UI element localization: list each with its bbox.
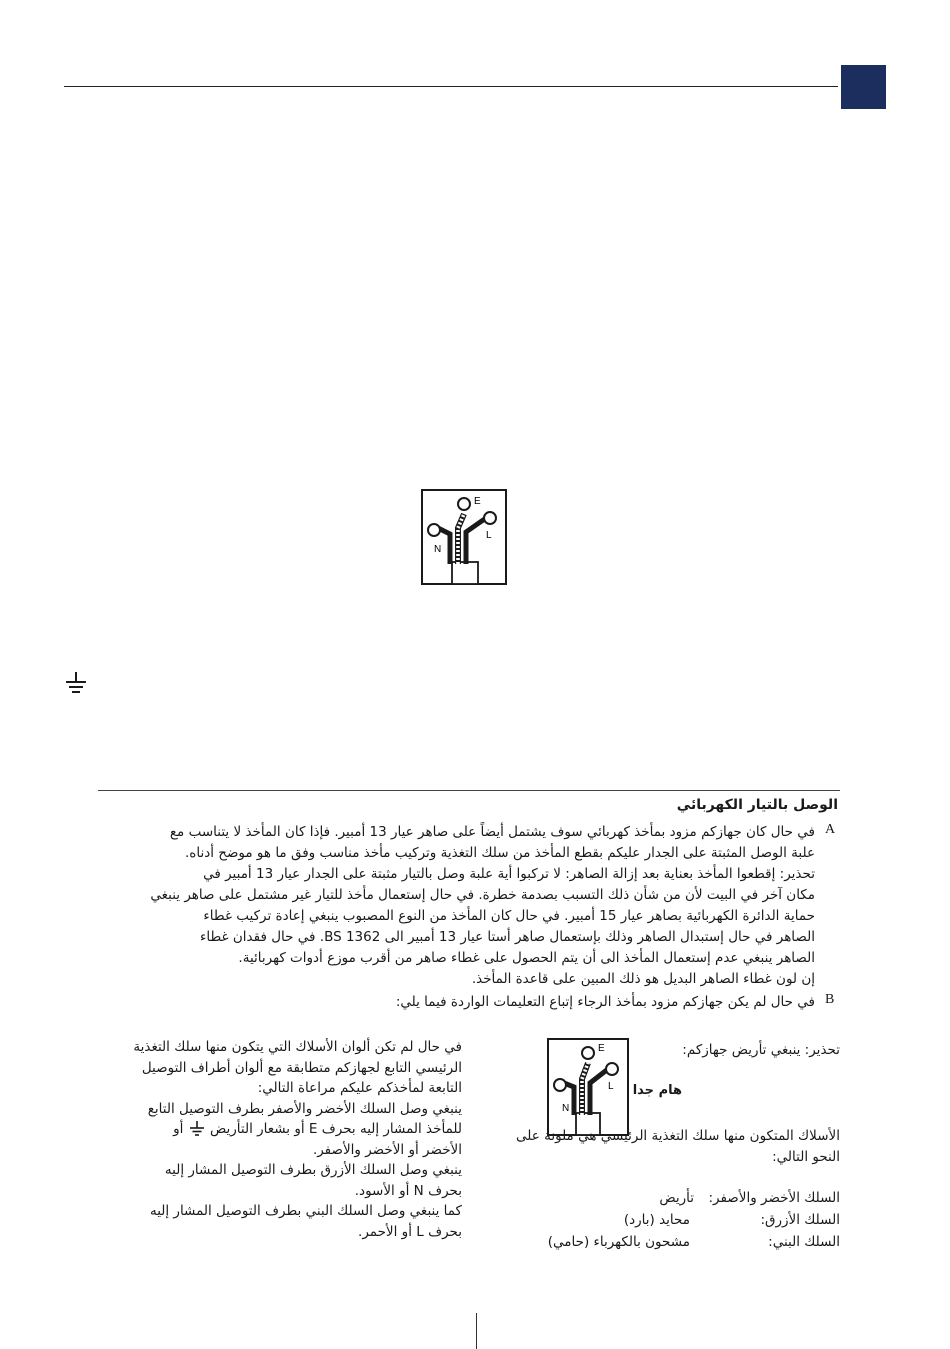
terminal-n-label: N (434, 544, 442, 555)
wire-role: تأريض (659, 1190, 694, 1206)
paragraph-line: الصاهر في حال إستبدال الصاهر وذلك بإستعمال صاهر أستا عيار 13 أمبير الى BS 1362. في حال فقدان غطاء (200, 929, 815, 945)
terminal-n-label: N (562, 1103, 570, 1114)
paragraph-line: في حال لم يكن جهازكم مزود بمأخذ الرجاء إتباع التعليمات الواردة فيما يلي: (395, 994, 815, 1010)
wire-name: السلك الأزرق: (760, 1212, 840, 1228)
paragraph-line: علبة الوصل المثبتة على الجدار عليكم بقطع المأخذ من سلك التغذية وتركيب مأخذ مناسب وفق ما هو موضح أدناه. (184, 845, 815, 861)
footer-divider (476, 1313, 477, 1349)
paragraph-line: تحذير: إقطعوا المأخذ بعناية بعد إزالة الصاهر: لا تركبوا أية علبة وصل بالتيار مثبتة على الجدار عيار 13 أمبير في (203, 866, 815, 882)
terminal-e-label: E (598, 1043, 605, 1054)
grounding-warning: تحذير: ينبغي تأريض جهازكم: (682, 1042, 840, 1058)
paragraph-line: إن لون غطاء الصاهر البديل هو ذلك المبين على قاعدة المأخذ. (471, 971, 815, 987)
wiring-instructions (90, 1037, 462, 1242)
earth-ground-icon (62, 670, 90, 696)
paragraph-line: حماية الدائرة الكهربائية بصاهر عيار 15 أمبير. في حال كان المأخذ من النوع المصبوب ينبغي إعادة تركيب غطاء (203, 908, 815, 924)
instruction-line: كما ينبغي وصل السلك البني بطرف التوصيل المشار إليه (149, 1203, 462, 1219)
wire-role: مشحون بالكهرباء (حامي) (547, 1234, 690, 1250)
wires-intro: الأسلاك المتكون منها سلك التغذية الرئيسي هي ملونة على (516, 1128, 840, 1144)
instruction-line: ينبغي وصل السلك الأخضر والأصفر بطرف التوصيل التابع (147, 1100, 462, 1117)
instruction-line: الأخضر أو الأخضر والأصفر. (312, 1141, 462, 1158)
terminal-l-label: L (486, 530, 492, 541)
page-tab-marker (841, 65, 886, 109)
paragraph-line: الصاهر ينبغي عدم إستعمال المأخذ الى أن يتم الحصول على غطاء صاهر من أقرب موزع أدوات كهربائية. (238, 950, 815, 966)
instruction-line: بحرف N أو الأسود. (354, 1182, 462, 1199)
instruction-line: بحرف L أو الأحمر. (358, 1223, 462, 1240)
instruction-text-or: أو (173, 1121, 184, 1137)
instruction-line: التابعة لمأخذكم عليكم مراعاة التالي: (257, 1080, 462, 1096)
instruction-line: الرئيسي التابع لجهازكم متطابقة مع ألوان أطراف التوصيل (141, 1059, 462, 1076)
wire-role: محايد (بارد) (623, 1212, 690, 1228)
instruction-text: للمأخذ المشار إليه بحرف E أو بشعار التأريض (209, 1121, 462, 1137)
terminal-e-label: E (474, 496, 481, 507)
instruction-line: في حال لم تكن ألوان الأسلاك التي يتكون منها سلك التغذية (133, 1039, 462, 1055)
earth-ground-icon (188, 1121, 206, 1137)
wires-intro-cont: النحو التالي: (772, 1149, 840, 1165)
instruction-line: ينبغي وصل السلك الأزرق بطرف التوصيل المشار إليه (164, 1162, 462, 1178)
item-marker-a: A (825, 822, 836, 837)
instruction-line-with-ground (90, 1119, 462, 1140)
plug-wiring-diagram-bottom (546, 1037, 630, 1137)
wire-name: السلك الأخضر والأصفر: (708, 1190, 840, 1206)
paragraph-line: مكان آخر في البيت لأن من شأن ذلك التسبب بصدمة خطرة. في حال إستعمال مأخذ للتيار غير مشتمل على صاهر ينبغي (150, 887, 815, 903)
section-rule (98, 790, 840, 791)
wire-name: السلك البني: (768, 1234, 840, 1250)
plug-wiring-diagram-top (420, 488, 510, 586)
terminal-l-label: L (608, 1081, 614, 1092)
item-marker-b: B (825, 992, 835, 1007)
header-rule (64, 86, 838, 87)
important-label: هام جدا (632, 1083, 682, 1098)
section-title: الوصل بالتيار الكهربائي (676, 797, 838, 813)
paragraph-line: في حال كان جهازكم مزود بمأخذ كهربائي سوف يشتمل أيضاً على صاهر عيار 13 أمبير. فإذا كان المأخذ لا يتناسب مع (169, 824, 815, 840)
